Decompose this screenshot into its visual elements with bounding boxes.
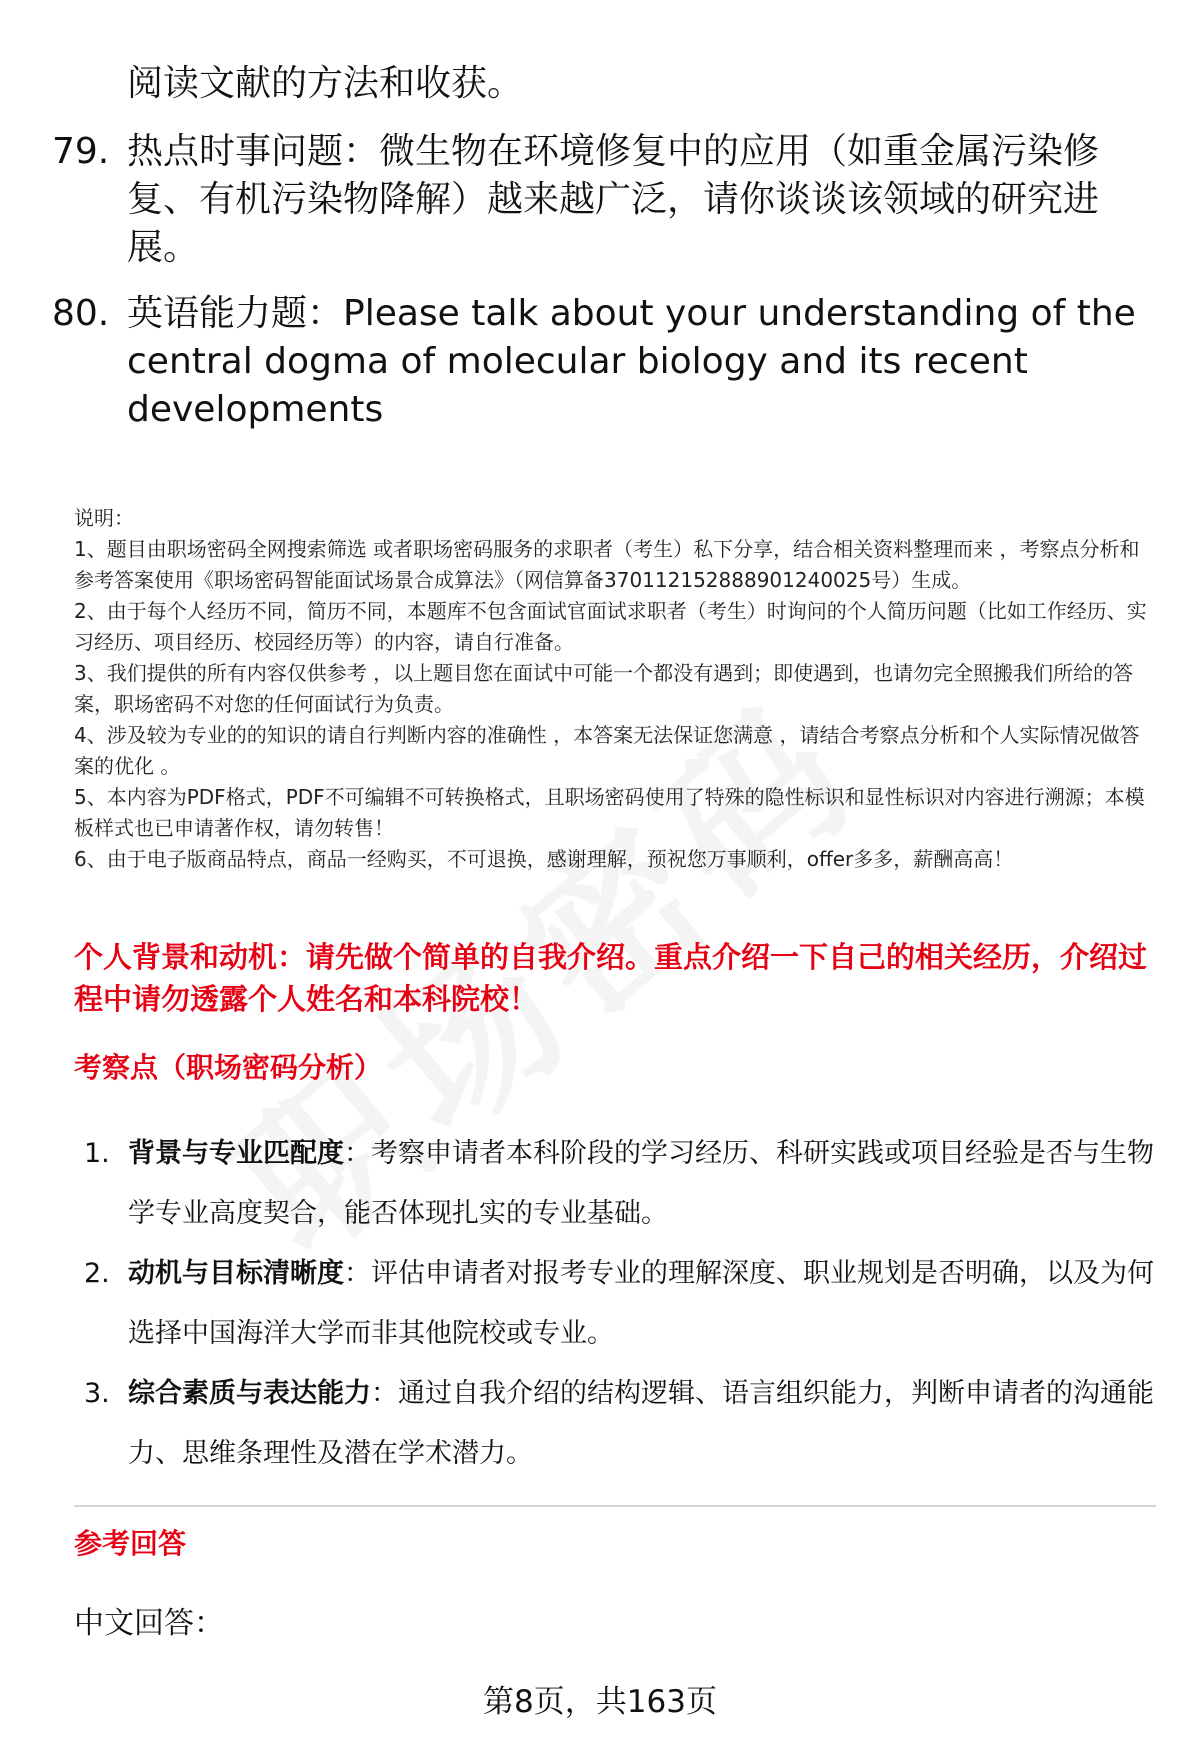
note-item: 3、我们提供的所有内容仅供参考 ，以上题目您在面试中可能一个都没有遇到；即使遇到，也请勿完全照搬我们所给的答案，职场密码不对您的任何面试行为负责。 (74, 661, 1134, 716)
question-number: 79. (52, 131, 110, 172)
analysis-text: ：评估申请者对报考专业的理解深度、职业规划是否明确，以及为何选择中国海洋大学而非其他院校或专业。 (128, 1258, 1154, 1349)
background-question: 个人背景和动机：请先做个简单的自我介绍。重点介绍一下自己的相关经历，介绍过程中请勿透露个人姓名和本科院校！ (74, 940, 1148, 1016)
analysis-title: 综合素质与表达能力 (128, 1378, 371, 1409)
analysis-point (74, 1244, 1154, 1364)
note-item: 2、由于每个人经历不同，简历不同，本题库不包含面试官面试求职者（考生）时询问的个人简历问题（比如工作经历、实习经历、项目经历、校园经历等）的内容，请自行准备。 (74, 599, 1147, 654)
note-item: 1、题目由职场密码全网搜索筛选 或者职场密码服务的求职者（考生）私下分享，结合相关资料整理而来 ，考察点分析和参考答案使用《职场密码智能面试场景合成算法》（网信算备370112152888901240025号）生成。 (74, 537, 1140, 592)
question-80 (52, 290, 1152, 434)
note-item: 5、本内容为PDF格式，PDF不可编辑不可转换格式，且职场密码使用了特殊的隐性标识和显性标识对内容进行溯源；本模板样式也已申请著作权，请勿转售！ (74, 785, 1145, 840)
note-item: 6、由于电子版商品特点，商品一经购买，不可退换，感谢理解，预祝您万事顺利，offer多多，薪酬高高！ (74, 847, 1014, 871)
note-item: 4、涉及较为专业的的知识的请自行判断内容的准确性 ，本答案无法保证您满意 ，请结合考察点分析和个人实际情况做答案的优化 。 (74, 723, 1140, 778)
analysis-number: 3. (84, 1378, 110, 1409)
chinese-answer-label: 中文回答： (74, 1606, 224, 1641)
analysis-number: 2. (84, 1258, 110, 1289)
section-divider (74, 1505, 1156, 1507)
analysis-list (74, 1124, 1154, 1484)
page-footer: 第8页，共163页 (483, 1684, 717, 1720)
analysis-title: 背景与专业匹配度 (128, 1138, 344, 1169)
reference-heading: 参考回答 (74, 1527, 187, 1560)
notes-title: 说明： (74, 506, 134, 530)
question-number: 80. (52, 293, 110, 334)
analysis-point (74, 1124, 1154, 1244)
analysis-heading: 考察点（职场密码分析） (74, 1051, 383, 1084)
analysis-title: 动机与目标清晰度 (128, 1258, 344, 1289)
analysis-text: ：考察申请者本科阶段的学习经历、科研实践或项目经验是否与生物学专业高度契合，能否体现扎实的专业基础。 (128, 1138, 1154, 1229)
question-79 (52, 128, 1152, 272)
analysis-text: ：通过自我介绍的结构逻辑、语言组织能力，判断申请者的沟通能力、思维条理性及潜在学术潜力。 (128, 1378, 1154, 1469)
analysis-number: 1. (84, 1138, 110, 1169)
question-text: 热点时事问题：微生物在环境修复中的应用（如重金属污染修复、有机污染物降解）越来越广泛，请你谈谈该领域的研究进展。 (127, 131, 1100, 268)
analysis-point (74, 1364, 1154, 1484)
lead-text: 阅读文献的方法和收获。 (127, 63, 524, 104)
notes-section (74, 503, 1154, 875)
question-text: 英语能力题：Please talk about your understanding of the central dogma of molecular biology and its recent developments (127, 293, 1136, 430)
